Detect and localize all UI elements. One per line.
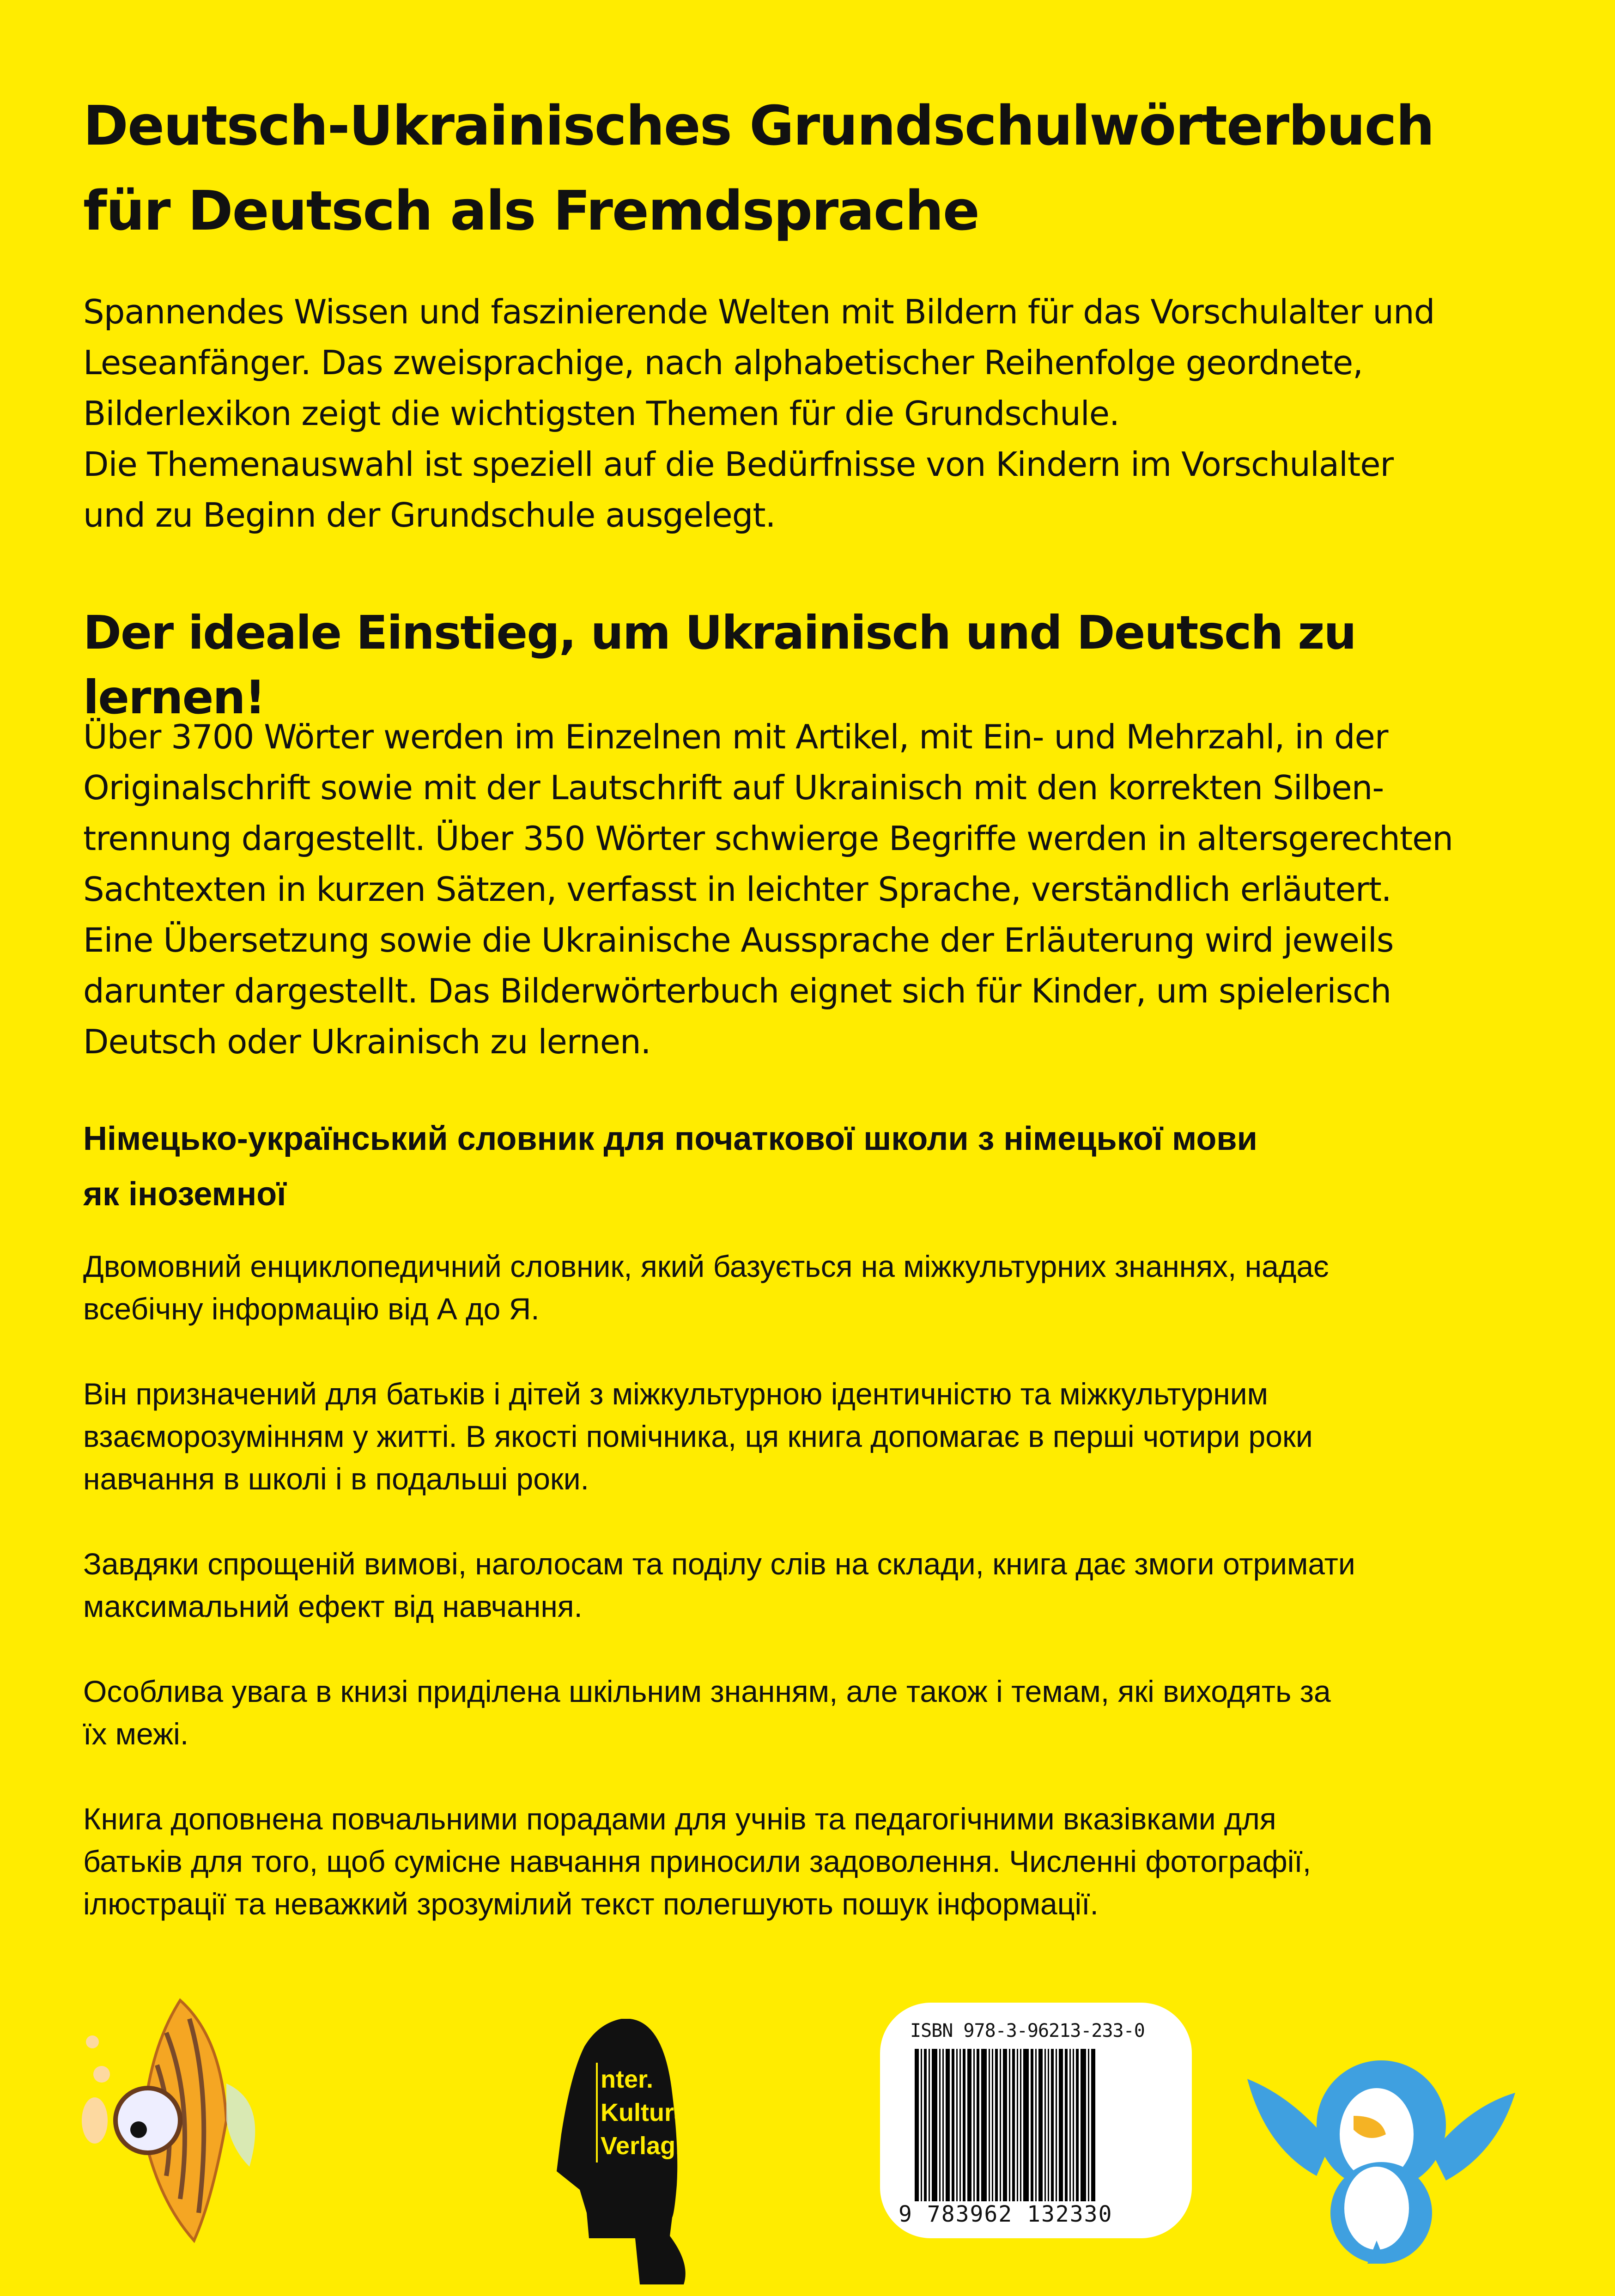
uk-paragraph <box>83 1670 1552 1755</box>
publisher-name: nter. <box>601 2065 654 2093</box>
ukrainian-body <box>83 1245 1552 1968</box>
barcode-bars <box>915 2049 1155 2201</box>
text-line: Завдяки спрощеній вимові, наголосам та поділу слів на склади, книга дає змоги отримати <box>83 1547 1355 1581</box>
barcode-bar <box>989 2049 990 2201</box>
barcode-bar <box>1076 2049 1079 2201</box>
text-line: trennung dargestellt. Über 350 Wörter schwierge Begriffe werden in altersgerechten <box>83 819 1453 858</box>
barcode-bar <box>1081 2049 1086 2201</box>
barcode-bar <box>1088 2049 1089 2201</box>
text-line: Німецько-український словник для початкової школи з німецької мови <box>83 1120 1257 1157</box>
barcode-bar <box>1069 2049 1071 2201</box>
barcode-bar <box>952 2049 954 2201</box>
text-line: навчання в школі і в подальші роки. <box>83 1462 589 1496</box>
barcode-bar <box>915 2049 919 2201</box>
text-line: Bilderlexikon zeigt die wichtigsten Themen für die Grundschule. <box>83 394 1119 433</box>
text-line: максимальний ефект від навчання. <box>83 1589 583 1623</box>
barcode-bar <box>1038 2049 1043 2201</box>
barcode-bar <box>967 2049 971 2201</box>
barcode-bar <box>1056 2049 1057 2201</box>
barcode-bar <box>1073 2049 1074 2201</box>
barcode-bar <box>921 2049 922 2201</box>
uk-paragraph <box>83 1543 1552 1628</box>
publisher-logo <box>552 2019 737 2296</box>
barcode-bar <box>1009 2049 1010 2201</box>
description-paragraph <box>83 711 1552 1067</box>
text-line: Spannendes Wissen und faszinierende Welten mit Bildern für das Vorschulalter und <box>83 292 1435 331</box>
barcode-bar <box>1059 2049 1063 2201</box>
text-line: Eine Übersetzung sowie die Ukrainische Aussprache der Erläuterung wird jeweils <box>83 921 1394 960</box>
barcode-bar <box>932 2049 937 2201</box>
section-heading: Der ideale Einstieg, um Ukrainisch und Deutsch zu lernen! <box>83 606 1356 724</box>
barcode-bar <box>924 2049 927 2201</box>
text-line: всебічну інформацію від А до Я. <box>83 1292 540 1326</box>
isbn-text: ISBN 978-3-96213-233-0 <box>910 2020 1145 2041</box>
barcode-bar <box>1051 2049 1054 2201</box>
barcode-bar <box>1020 2049 1021 2201</box>
barcode-bar <box>1000 2049 1001 2201</box>
barcode-bar <box>942 2049 944 2201</box>
uk-paragraph <box>83 1798 1552 1925</box>
text-line: Особлива увага в книзі приділена шкільним знанням, але також і темам, які виходять за <box>83 1674 1331 1708</box>
ean-number: 9 783962 132330 <box>899 2201 1113 2227</box>
text-line: ілюстрації та неважкий зрозумілий текст полегшують пошук інформації. <box>83 1887 1099 1921</box>
barcode-bar <box>977 2049 979 2201</box>
uk-paragraph <box>83 1373 1552 1500</box>
barcode-bar <box>1091 2049 1095 2201</box>
barcode-bar <box>1023 2049 1029 2201</box>
intro-paragraph <box>83 286 1552 541</box>
publisher-name: Kultura. <box>601 2099 695 2126</box>
text-line: Книга доповнена повчальними порадами для учнів та педагогічними вказівками для <box>83 1802 1276 1836</box>
barcode-bar <box>992 2049 993 2201</box>
publisher-name: Verlag. <box>601 2132 683 2160</box>
barcode-bar <box>963 2049 965 2201</box>
text-line: Двомовний енциклопедичний словник, який базується на міжкультурних знаннях, надає <box>83 1249 1329 1283</box>
text-line: Він призначений для батьків і дітей з міжкультурною ідентичністю та міжкультурним <box>83 1377 1268 1411</box>
text-line: Originalschrift sowie mit der Lautschrift auf Ukrainisch mit den korrekten Silben- <box>83 768 1384 807</box>
text-line: darunter dargestellt. Das Bilderwörterbuch eignet sich für Kinder, um spielerisch <box>83 972 1391 1010</box>
barcode-bar <box>1035 2049 1037 2201</box>
title-line: Deutsch-Ukrainisches Grundschulwörterbuch <box>83 94 1434 158</box>
barcode-bar <box>1031 2049 1033 2201</box>
barcode-bar <box>973 2049 975 2201</box>
barcode-bar <box>981 2049 987 2201</box>
text-line: Leseanfänger. Das zweisprachige, nach alphabetischer Reihenfolge geordnete, <box>83 343 1363 382</box>
barcode-bar <box>959 2049 961 2201</box>
text-line: Sachtexten in kurzen Sätzen, verfasst in leichter Sprache, verständlich erläutert. <box>83 870 1391 909</box>
uk-paragraph <box>83 1245 1552 1330</box>
text-line: як іноземної <box>83 1176 286 1213</box>
barcode-bar <box>1003 2049 1007 2201</box>
bird-illustration <box>1238 2037 1524 2268</box>
barcode-bar <box>1012 2049 1015 2201</box>
barcode-bar <box>929 2049 930 2201</box>
ukrainian-heading <box>83 1111 1552 1222</box>
book-title <box>83 83 1552 253</box>
barcode-bar <box>939 2049 941 2201</box>
barcode-bar <box>1065 2049 1068 2201</box>
barcode-bar <box>995 2049 998 2201</box>
barcode-bar <box>1048 2049 1049 2201</box>
barcode-bar <box>956 2049 958 2201</box>
barcode-bar <box>1017 2049 1018 2201</box>
isbn-barcode <box>880 2003 1192 2238</box>
text-line: взаєморозумінням у житті. В якості помічника, ця книга допомагає в перші чотири роки <box>83 1419 1313 1453</box>
text-line: батьків для того, щоб сумісне навчання приносили задоволення. Численні фотографії, <box>83 1844 1311 1878</box>
text-line: und zu Beginn der Grundschule ausgelegt. <box>83 496 776 535</box>
fish-illustration <box>74 1982 351 2250</box>
barcode-bar <box>1044 2049 1046 2201</box>
title-line: für Deutsch als Fremdsprache <box>83 179 979 243</box>
text-line: Die Themenauswahl ist speziell auf die Bedürfnisse von Kindern im Vorschulalter <box>83 445 1394 484</box>
barcode-bar <box>946 2049 950 2201</box>
text-line: Über 3700 Wörter werden im Einzelnen mit Artikel, mit Ein- und Mehrzahl, in der <box>83 717 1388 756</box>
text-line: Deutsch oder Ukrainisch zu lernen. <box>83 1022 651 1061</box>
text-line: їх межі. <box>83 1717 189 1751</box>
